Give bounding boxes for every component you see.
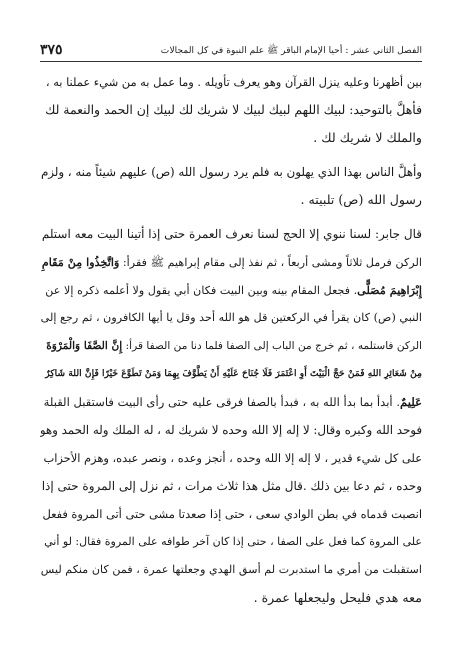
text-run: الركن فرمل ثلاثاً ومشى أربعاً ، ثم نفذ إلى مقام إبراهيم ﷺ فقرأ: (119, 256, 422, 269)
text-run: الركن فاستلمه ، ثم خرج من الباب إلى الصفا فلما دنا من الصفا قرأ: (122, 340, 422, 352)
page-header (40, 42, 422, 60)
header-rule (40, 61, 422, 62)
text-line (40, 186, 422, 214)
text-run: فأهلَّ بالتوحيد: لبيك اللهم لبيك لبيك لا شريك لك لبيك إن الحمد والنعمة لك (45, 102, 422, 117)
running-head: الفصل الثاني عشر : أحيا الإمام الباقر ﷺ علم النبوة في كل المجالات (160, 45, 422, 56)
text-line (40, 158, 422, 186)
text-line (40, 584, 422, 612)
text-run: فوحد الله وكبره وقال: لا إله إلا الله وحده لا شريك له ، له الملك وله الحمد وهو (40, 423, 422, 437)
quran-verse: عَلِيمٌ (400, 395, 422, 409)
text-run: على المروة كما فعل على الصفا ، حتى إذا كان آخر طوافه على المروة فقال: لو أني (44, 535, 422, 548)
text-line (40, 528, 422, 556)
text-line (40, 472, 422, 500)
text-line (40, 304, 422, 332)
text-line (40, 388, 422, 416)
quran-verse: مِنْ شَعَائِرِ اللهِ فَمَنْ حَجَّ الْبَيْتَ أَوِ اعْتَمَرَ فَلَا جُنَاحَ عَلَيْهِ أَنْ يَطَّوَّفَ بِهِمَا وَمَنْ تَطَوَّعَ خَيْرًا فَإِنَّ اللهَ شَاكِرٌ (45, 368, 422, 379)
text-line (40, 416, 422, 444)
quran-verse: إِنَّ الصَّفَا وَالْمَرْوَةَ (46, 340, 123, 352)
text-line (40, 332, 422, 360)
text-run: وحده ، ثم دعا بين ذلك .قال مثل هذا ثلاث مرات ، ثم نزل إلى المروة حتى إذا (41, 479, 422, 493)
text-run: . فجعل المقام بينه وبين البيت فكان أبي يقول ولا أعلمه ذكره إلا عن (45, 284, 358, 297)
text-run: قال جابر: لسنا ننوي إلا الحج لسنا نعرف العمرة حتى إذا أتينا البيت معه استلم (41, 227, 422, 241)
text-run: رسول الله (ص) تلبيته . (300, 192, 422, 207)
text-run: استقبلت من أمري ما استدبرت لم أسق الهدي وجعلتها عمرة ، فمن كان منكم ليس (40, 563, 422, 576)
text-run: النبي (ص) كان يقرأ في الركعتين قل هو الله أحد وقل يا أيها الكافرون ، ثم رجع إلى (40, 311, 422, 324)
text-line (40, 360, 422, 388)
text-run: والملك لا شريك لك . (313, 130, 422, 145)
text-line (40, 276, 422, 304)
text-run: وأهلَّ الناس بهذا الذي يهلون به فلم يرد رسول الله (ص) عليهم شيئاً منه ، ولزم (40, 165, 422, 179)
page-number: ٣٧٥ (40, 42, 63, 58)
text-run: معه هدي فليحل وليجعلها عمرة . (253, 590, 422, 605)
text-line (40, 96, 422, 124)
text-run: على كل شيء قدير ، لا إله إلا الله وحده ، أنجز وعده ، ونصر عبده، وهزم الأحزاب (43, 451, 422, 465)
text-line (40, 500, 422, 528)
text-line (40, 248, 422, 276)
quran-verse: إِبْرَاهِيمَ مُصَلًّى (357, 283, 422, 297)
text-line (40, 220, 422, 248)
quran-verse: وَاتَّخِذُوا مِنْ مَقَامِ (41, 255, 120, 269)
text-line (40, 444, 422, 472)
text-line (40, 556, 422, 584)
text-run: انصبت قدماه في بطن الوادي سعى ، حتى إذا صعدتا مشى حتى أتى المروة ففعل (42, 507, 422, 521)
text-line (40, 124, 422, 152)
text-run: بين أظهرنا وعليه ينزل القرآن وهو يعرف تأويله . وما عمل به من شيء عملنا به ، (45, 75, 422, 89)
text-run: . أبدأ بما بدأ الله به ، فبدأ بالصفا فرقى عليه حتى رأى البيت فاستقبل القبلة (43, 395, 401, 409)
text-line (40, 68, 422, 96)
body-text (40, 68, 422, 612)
